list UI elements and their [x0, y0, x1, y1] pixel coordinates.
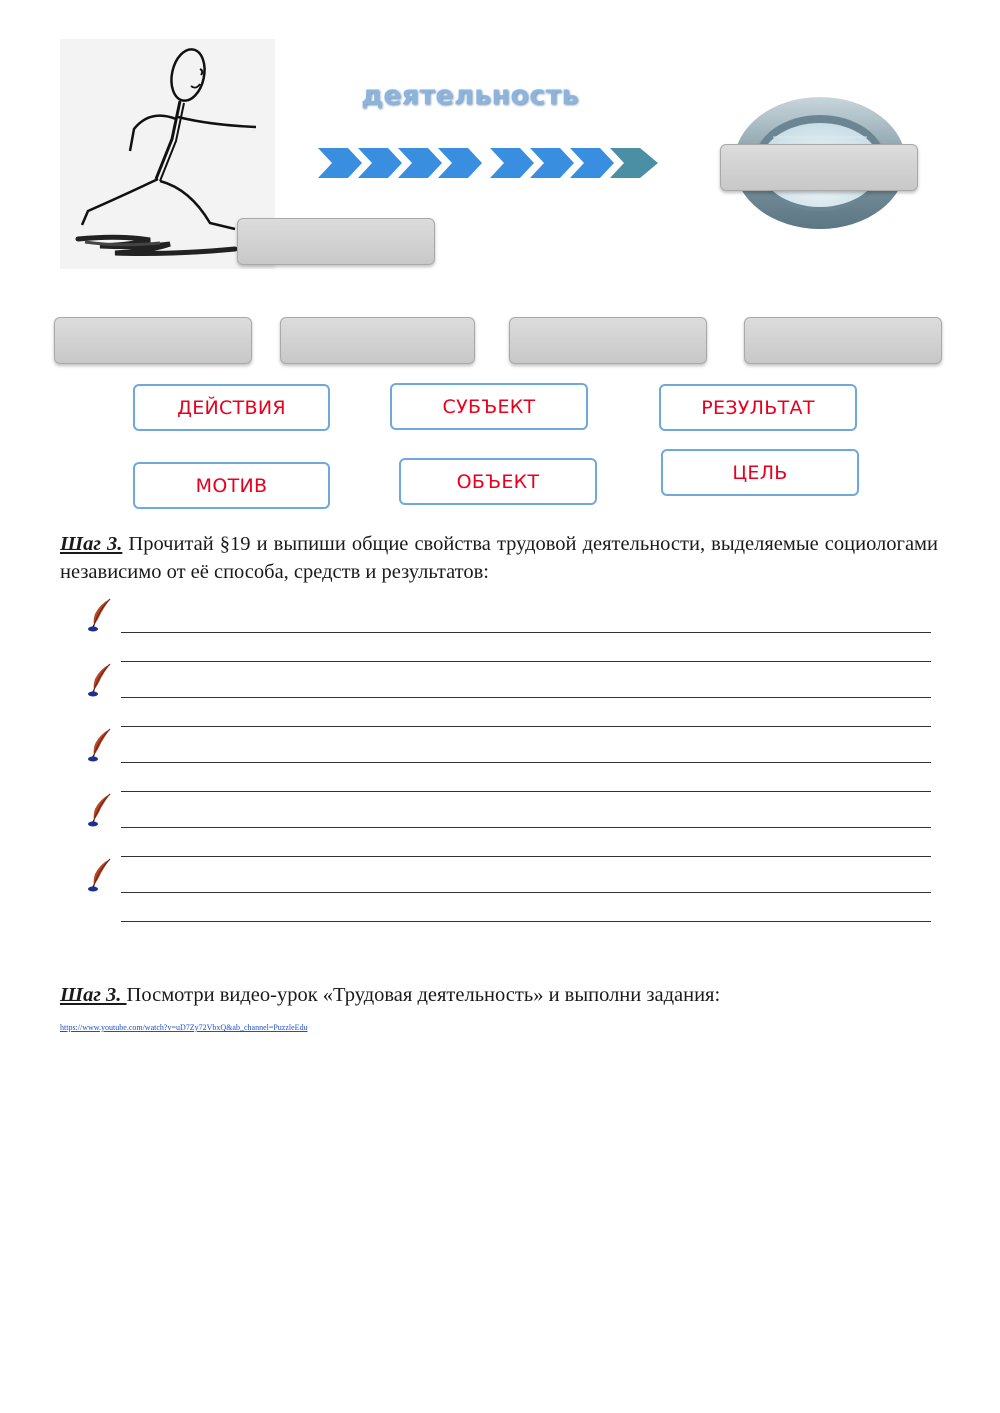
answer-line[interactable]: [121, 697, 931, 698]
activity-title: деятельность: [361, 80, 579, 111]
drop-zone-2[interactable]: [280, 317, 475, 364]
video-link[interactable]: https://www.youtube.com/watch?v=uD7Zy72VbxQ&ab_channel=PuzzleEdu: [60, 1023, 308, 1032]
answer-line[interactable]: [121, 892, 931, 893]
answer-line[interactable]: [121, 856, 931, 857]
answer-line[interactable]: [121, 726, 931, 727]
card-goal[interactable]: ЦЕЛЬ: [661, 449, 859, 496]
card-object[interactable]: ОБЪЕКТ: [399, 458, 597, 505]
quill-pen-icon: [86, 663, 112, 702]
card-motive[interactable]: МОТИВ: [133, 462, 330, 509]
quill-pen-icon: [86, 598, 112, 637]
goal-drop-zone[interactable]: [720, 144, 918, 191]
answer-line[interactable]: [121, 632, 931, 633]
quill-pen-icon: [86, 728, 112, 767]
chevron-arrows-icon: [318, 145, 663, 186]
task-text-2: Посмотри видео-урок «Трудовая деятельность» и выполни задания:: [126, 984, 721, 1006]
quill-pen-icon: [86, 793, 112, 832]
quill-pen-icon: [86, 858, 112, 897]
drop-zone-1[interactable]: [54, 317, 252, 364]
drop-zone-3[interactable]: [509, 317, 707, 364]
answer-line[interactable]: [121, 921, 931, 922]
subject-drop-zone[interactable]: [237, 218, 435, 265]
card-subject[interactable]: СУБЪЕКТ: [390, 383, 588, 430]
card-actions[interactable]: ДЕЙСТВИЯ: [133, 384, 330, 431]
task-paragraph-1: [60, 530, 938, 586]
answer-line[interactable]: [121, 827, 931, 828]
drop-zone-4[interactable]: [744, 317, 942, 364]
answer-line[interactable]: [121, 762, 931, 763]
answer-line[interactable]: [121, 791, 931, 792]
task-text: Прочитай §19 и выпиши общие свойства трудовой деятельности, выделяемые социологами независимо от её способа, средств и результатов:: [60, 533, 938, 583]
card-result[interactable]: РЕЗУЛЬТАТ: [659, 384, 857, 431]
step-label: Шаг 3.: [60, 533, 123, 555]
answer-line[interactable]: [121, 661, 931, 662]
step-label-2: Шаг 3.: [60, 984, 127, 1006]
task-paragraph-2: [60, 981, 940, 1009]
